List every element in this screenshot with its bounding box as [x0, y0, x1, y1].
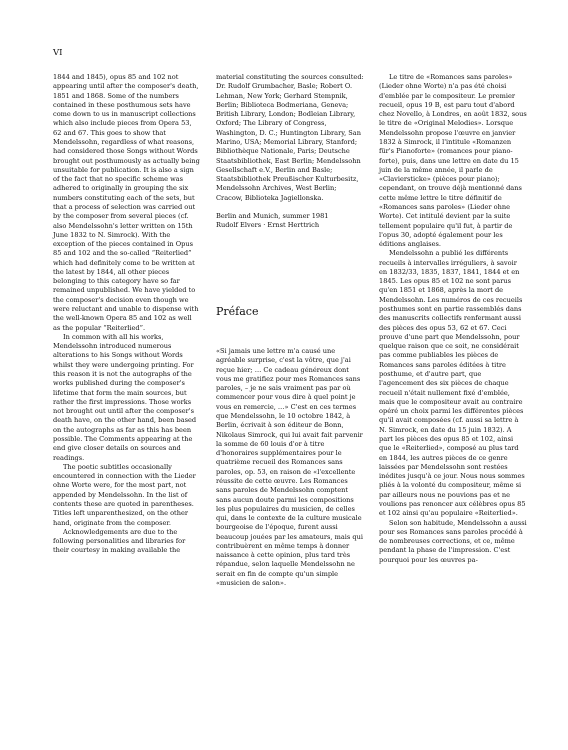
- paragraph: material constituting the sources consulted: Dr. Rudolf Grumbacher, Basle; Robert O. Lehman, New York; Gerhard Stempnik, Berlin; Biblioteca Bodmeriana, Geneva; British Library, London; Bodleian Library, Oxford; The Library of Congress, Washington, D. C.; Huntington Library, San Marino, USA; Memorial Library, Stanford; Bibliothèque Nationale, Paris; Deutsche Staatsbibliothek, East Berlin; Mendelssohn Gesellschaft e.V., Berlin and Basle; Staatsbibliothek Preußischer Kulturbesitz, Mendelssohn Archives, West Berlin; Cracow, Biblioteka Jagiellonska.: [216, 73, 364, 202]
- page-number: VI: [53, 48, 63, 58]
- paragraph: Mendelssohn a publié les différents recueils à intervalles irréguliers, à savoir en 1832/33, 1835, 1837, 1841, 1844 et en 1845. Les opus 85 et 102 ne sont parus qu'en 1851 et 1868, après la mort de Mendelssohn. Les numéros de ces recueils posthumes sont en partie rassemblés dans des manuscrits collectifs renfermant aussi des pièces des opus 53, 62 et 67. Ceci prouve d'une part que Mendelssohn, pour quelque raison que ce soit, ne considérait pas comme publiables les pièces de Romances sans paroles éditées à titre posthume, et d'autre part, que l'agencement des six pièces de chaque recueil n'était nullement fixé d'emblée, mais que le compositeur avait au contraire opéré un choix parmi les différentes pièces qu'il avait composées (cf. aussi sa lettre à N. Simrock, en date du 15 juin 1832). A part les pièces des opus 85 et 102, ainsi que le «Reiterlied», composé au plus tard en 1844, les autres pièces de ce genre laissées par Mendelssohn sont restées inédites jusqu'à ce jour. Nous nous sommes pliés à la volonté du compositeur, même si par ailleurs nous ne pouvions pas et ne voulions pas renoncer aux célèbres opus 85 et 102 ainsi qu'au populaire «Reiterlied».: [379, 249, 526, 518]
- editors-signature: Rudolf Elvers · Ernst Herttrich: [216, 221, 320, 230]
- paragraph: In common with all his works, Mendelssohn introduced numerous alterations to his Songs without Words whilst they were undergoing printing. For this reason it is not the autographs of the works published during the composer's lifetime that form the main sources, but rather the first impressions. Those works not brought out until after the composer's death have, on the other hand, been based on the autographs as far as this has been possible. The Comments appearing at the end give closer details on sources and readings.: [53, 332, 197, 462]
- section-heading-preface: Préface: [216, 305, 259, 318]
- paragraph: 1844 and 1845), opus 85 and 102 not appearing until after the composer's death, 1851 and 1868. Some of the numbers contained in these posthumous sets have come down to us in manuscript collections which also include pieces from Opera 53, 62 and 67. This goes to show that Mendelssohn, regardless of what reasons, had considered those Songs without Words brought out posthumously as actually being unsuitable for publication. It is also a sign of the fact that no specific scheme was adhered to originally in grouping the six numbers constituting each of the sets, but that a process of selection was carried out by the composer from several pieces (cf. also Mendelssohn's letter written on 15th June 1832 to N. Simrock). With the exception of the pieces contained in Opus 85 and 102 and the so-called “Reiterlied” which had definitely come to be written at the latest by 1844, all other pieces belonging to this category have so far remained unpublished. We have yielded to the composer's decision even though we were reluctant and unable to dispense with the well-known Opera 85 and 102 as well as the popular “Reiterlied”.: [53, 73, 200, 332]
- column-french-2: [379, 73, 527, 565]
- column-english-2: [216, 73, 364, 231]
- column-english-1: [53, 73, 201, 556]
- paragraph: «Si jamais une lettre m'a causé une agréable surprise, c'est la vôtre, que j'ai reçue hier; … Ce cadeau généreux dont vous me gratifiez pour mes Romances sans paroles, – je ne sais vraiment pas par où commencer pour vous dire à quel point je vous en remercie, …» C'est en ces termes que Mendelssohn, le 10 octobre 1842, à Berlin, écrivait à son éditeur de Bonn, Nikolaus Simrock, qui lui avait fait parvenir la somme de 60 louis d'or à titre d'honoraires supplémentaires pour le quatrième recueil des Romances sans paroles, op. 53, en raison de «l'excellente réussite de cette œuvre. Les Romances sans paroles de Mendelssohn comptent sans aucun doute parmi les compositions les plus populaires du musicien, de celles qui, dans le contexte de la culture musicale bourgeoise de l'époque, furent aussi beaucoup jouées par les amateurs, mais qui contribuèrent en même temps à donner naissance à cette opinion, plus tard très répandue, selon laquelle Mendelssohn ne serait en fin de compte qu'un simple «musicien de salon».: [216, 347, 363, 588]
- paragraph: Le titre de «Romances sans paroles» (Lieder ohne Worte) n'a pas été choisi d'emblée par le compositeur. Le premier recueil, opus 19 B, est paru tout d'abord chez Novello, à Londres, en août 1832, sous le titre de «Original Melodies». Lorsque Mendelssohn propose l'œuvre en janvier 1832 à Simrock, il l'intitule «Romanzen für's Pianoforte» (romances pour piano-forte), puis, dans une lettre en date du 15 juin de la même année, il parle de «Claviersticke» (pièces pour piano); cependant, on trouve déjà mentionné dans cette même lettre le titre définitif de «Romances sans paroles» (Lieder ohne Worte). Cet intitulé devient par la suite tellement populaire qu'il fut, à partir de l'opus 30, adopté également pour les éditions anglaises.: [379, 73, 527, 249]
- column-french-1: [216, 347, 364, 588]
- place-date: Berlin and Munich, summer 1981: [216, 211, 329, 220]
- paragraph: Selon son habitude, Mendelssohn a aussi pour ses Romances sans paroles procédé à de nombreuses corrections, et ce, même pendant la phase de l'impression. C'est pourquoi pour les œuvres pa-: [379, 518, 527, 564]
- paragraph: Acknowledgements are due to the following personalities and libraries for their courtesy in making available the: [53, 527, 186, 555]
- paragraph: The poetic subtitles occasionally encountered in connection with the Lieder ohne Worte were, for the most part, not appended by Mendelssohn. In the list of contents these are quoted in parentheses. Titles left unparenthesized, on the other hand, originate from the composer.: [53, 462, 196, 527]
